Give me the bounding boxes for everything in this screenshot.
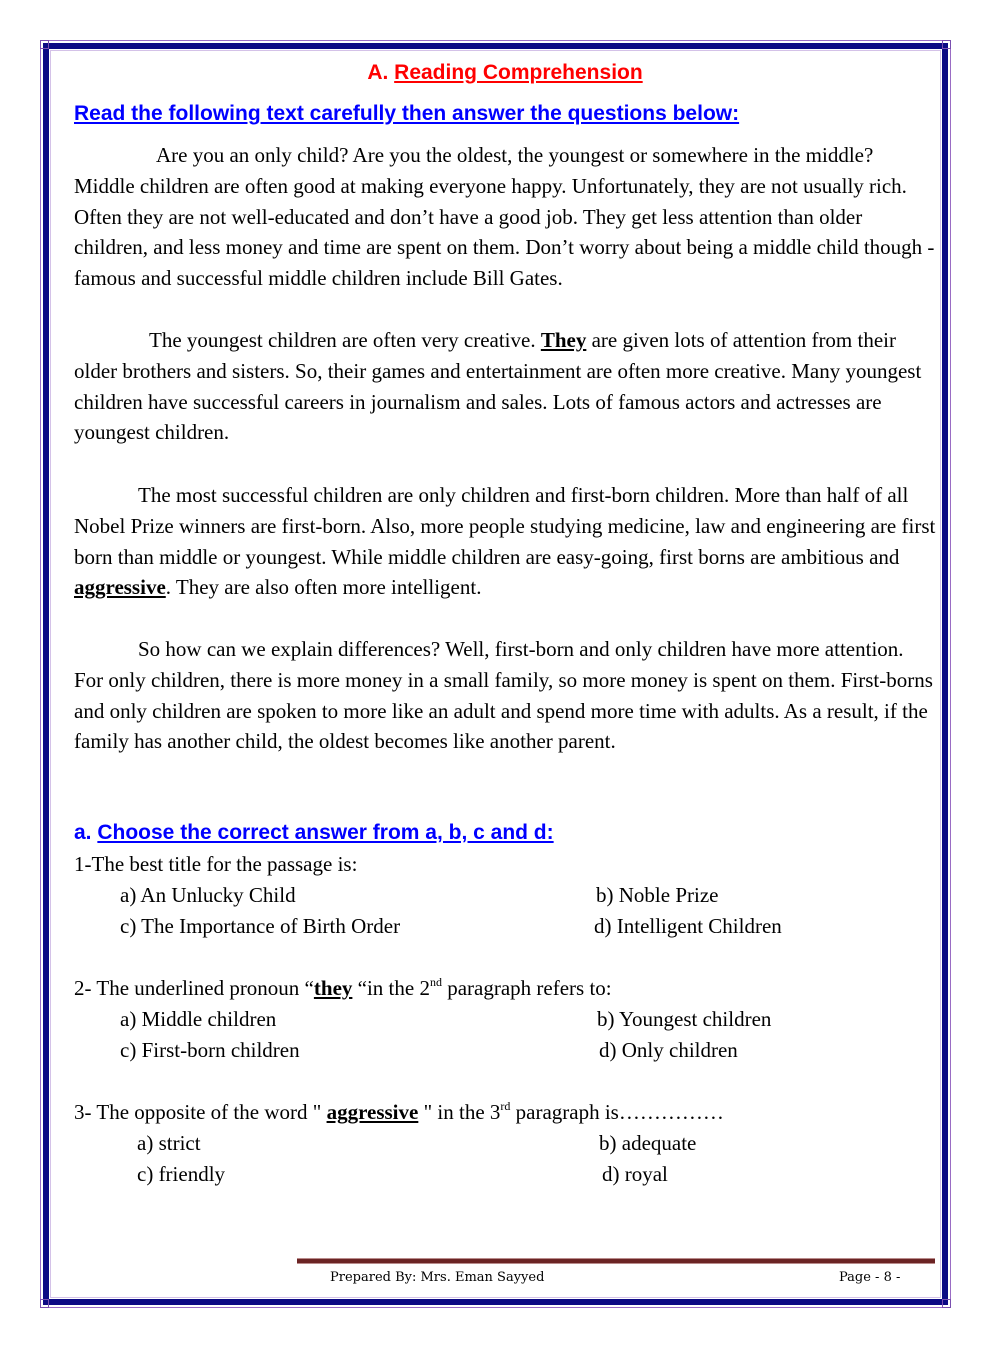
question-1-option-c: c) The Importance of Birth Order (120, 914, 401, 938)
question-3-option-c: c) friendly (137, 1162, 226, 1186)
border-corner-top-right (942, 40, 951, 49)
question-3-option-a: a) strict (137, 1131, 201, 1155)
question-3-highlight: aggressive (326, 1100, 419, 1124)
exercise-title: Choose the correct answer from a, b, c and d: (97, 821, 554, 844)
exercise-letter: a. (74, 821, 92, 844)
question-3-text-start: 3- The opposite of the word " (74, 1100, 327, 1124)
paragraph-3-text-start: The most successful children are only children and first-born children. More than half of all Nobel Prize winners are first-born. Also, more people studying medicine, law and engineering are first born than middle or youngest. While middle children are easy-going, first borns are ambitious and (74, 483, 936, 569)
section-title-text: Reading Comprehension (394, 61, 643, 84)
question-2-option-a: a) Middle children (120, 1007, 277, 1031)
paragraph-1-text: Are you an only child? Are you the oldest, the youngest or somewhere in the middle? Middle children are often good at making everyone happy. Unfortunately, they are not usually rich. Often they are not well-educated and don’t have a good job. They get less attention than older children, and less money and time are spent on them. Don’t worry about being a middle child though - famous and successful middle children include Bill Gates. (74, 143, 935, 291)
passage-paragraph-1 (74, 140, 936, 294)
border-corner-bottom-right (942, 1299, 951, 1308)
underlined-word-aggressive: aggressive (74, 575, 166, 600)
question-3-option-d: d) royal (602, 1162, 668, 1186)
paragraph-4-text: So how can we explain differences? Well, first-born and only children have more attention. For only children, there is more money in a small family, so more money is spent on them. First-borns and only children are spoken to more like an adult and spend more time with adults. As a result, if the family has another child, the oldest becomes like another parent. (74, 637, 933, 754)
question-2-option-d: d) Only children (599, 1038, 738, 1062)
section-letter: A. (367, 61, 389, 84)
question-3 (74, 1100, 724, 1125)
paragraph-3-text-end: . They are also often more intelligent. (165, 575, 482, 600)
passage-paragraph-4 (74, 634, 936, 757)
passage-paragraph-3 (74, 480, 936, 603)
question-1: 1-The best title for the passage is: (74, 852, 358, 876)
ordinal-suffix: rd (500, 1099, 511, 1113)
exercise-heading (74, 821, 554, 845)
question-2-highlight: they (313, 976, 353, 1000)
question-2-text-start: 2- The underlined pronoun “ (74, 976, 314, 1000)
question-1-option-b: b) Noble Prize (596, 883, 719, 907)
question-2-option-b: b) Youngest children (597, 1007, 772, 1031)
underlined-word-they: They (540, 328, 587, 352)
footer-page-number: Page - 8 - (839, 1270, 901, 1285)
passage-paragraph-2 (74, 325, 936, 448)
question-2-text-end: paragraph refers to: (441, 976, 612, 1000)
footer-author: Prepared By: Mrs. Eman Sayyed (330, 1270, 545, 1285)
border-corner-top-left (40, 40, 49, 49)
question-2-option-c: c) First-born children (120, 1038, 300, 1062)
question-3-text-end: paragraph is…………… (510, 1100, 724, 1124)
paragraph-2-text-start: The youngest children are often very creative. (149, 328, 541, 352)
section-title (74, 61, 936, 85)
footer-divider (297, 1258, 935, 1264)
question-2 (74, 976, 612, 1001)
question-3-option-b: b) adequate (599, 1131, 697, 1155)
border-corner-bottom-left (40, 1299, 49, 1308)
question-1-option-d: d) Intelligent Children (594, 914, 782, 938)
question-3-text-mid: " in the 3 (418, 1100, 501, 1124)
reading-instruction: Read the following text carefully then answer the questions below: (74, 102, 740, 125)
question-2-text-mid: “in the 2 (352, 976, 430, 1000)
question-1-option-a: a) An Unlucky Child (120, 883, 296, 907)
ordinal-suffix: nd (429, 975, 442, 989)
paragraph-2-text-end: are given lots of attention from their older brothers and sisters. So, their games and entertainment are often more creative. Many youngest children have successful careers in journalism and sales. Lots of famous actors and actresses are youngest children. (74, 328, 922, 445)
